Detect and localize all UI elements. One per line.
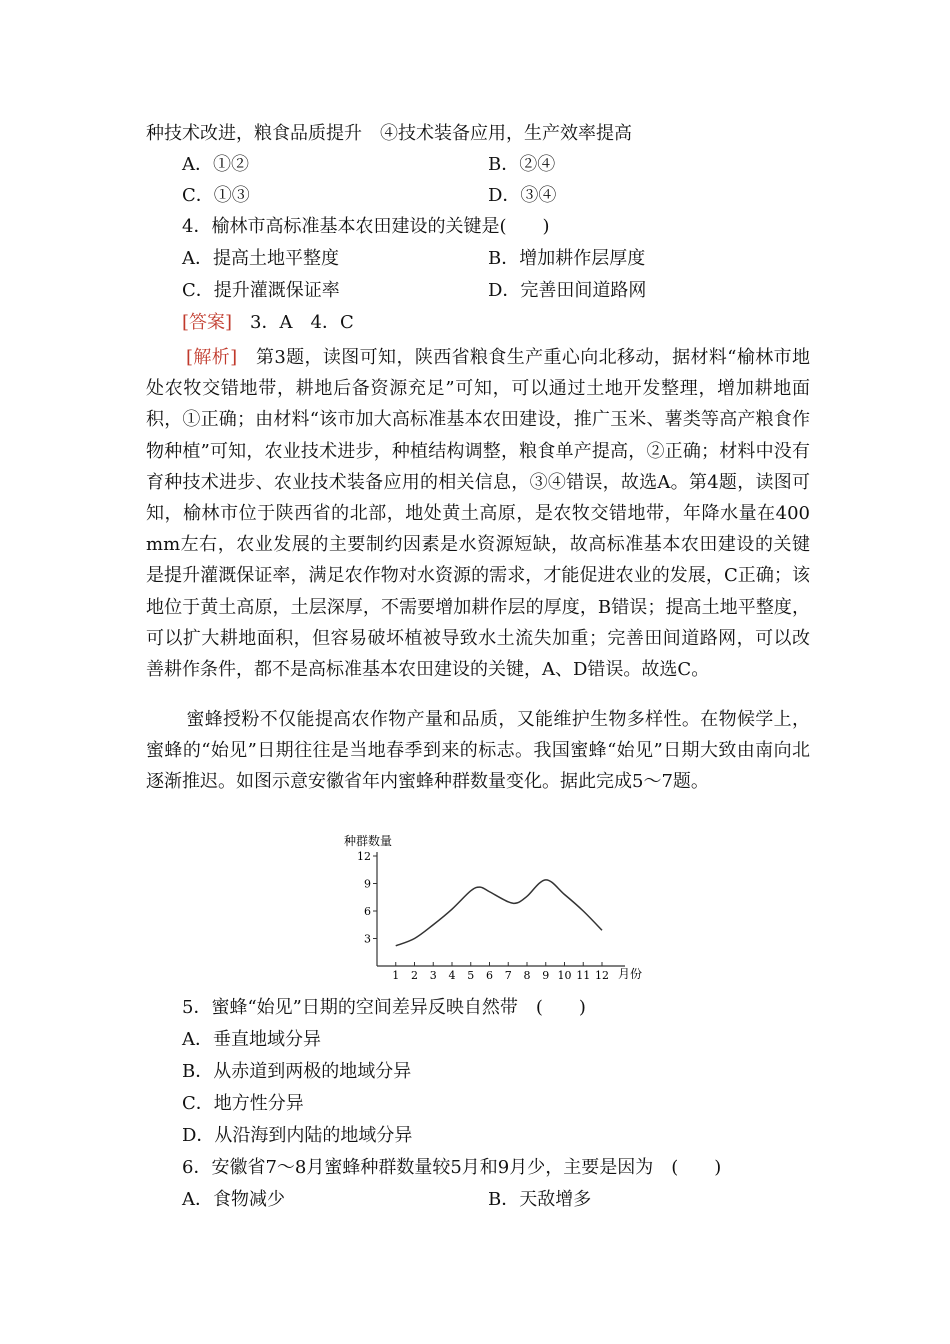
x-tick-label: 12 [595, 969, 609, 982]
y-tick-label: 9 [364, 877, 371, 891]
x-tick-label: 10 [557, 969, 572, 982]
analysis-text: 第3题，读图可知，陕西省粮食生产重心向北移动，据材料“榆林市地处农牧交错地带，耕地后备资源充足”可知，可以通过土地开发整理，增加耕地面积，①正确；由材料“该市加大高标准基本农田建设，推广玉米、薯类等高产粮食作物种植”可知，农业技术进步，种植结构调整，粮食单产提高，②正确；材料中没有育种技术进步、农业技术装备应用的相关信息，③④错误，故选A。第4题，读图可知，榆林市位于陕西省的北部，地处黄土高原，是农牧交错地带，年降水量在400 mm左右，农业发展的主要制约因素是水资源短缺，故高标准基本农田建设的关键是提升灌溉保证率，满足农作物对水资源的需求，才能促进农业的发展，C正确；该地位于黄土高原，土层深厚，不需要增加耕作层的厚度，B错误；提高土地平整度，可以扩大耕地面积，但容易破坏植被导致水土流失加重；完善田间道路网，可以改善耕作条件，都不是高标准基本农田建设的关键，A、D错误。故选C。 [146, 347, 810, 681]
q4-option-b: B．增加耕作层厚度 [488, 248, 646, 269]
q4-option-c: C．提升灌溉保证率 [182, 280, 340, 301]
q6-option-a: A．食物减少 [182, 1189, 285, 1210]
q4-option-a: A．提高土地平整度 [182, 248, 339, 269]
q5-option-d: D．从沿海到内陆的地域分异 [182, 1125, 413, 1146]
x-tick-label: 11 [576, 969, 591, 982]
q5-stem: 5．蜜蜂“始见”日期的空间差异反映自然带 ( ) [182, 997, 586, 1018]
x-tick-label: 2 [411, 969, 418, 982]
q6-stem: 6．安徽省7～8月蜜蜂种群数量较5月和9月少，主要是因为 ( ) [182, 1157, 722, 1178]
x-tick-label: 9 [542, 969, 550, 982]
series-line [396, 880, 602, 946]
q3-stem-tail: 种技术改进，粮食品质提升 ④技术装备应用，生产效率提高 [146, 123, 632, 144]
analysis-paragraph [146, 342, 810, 685]
answer-tag: [答案] [182, 312, 233, 333]
q3-option-d: D．③④ [488, 185, 557, 206]
x-tick-label: 8 [523, 969, 531, 982]
x-tick-label: 4 [448, 969, 456, 982]
intro-text: 蜜蜂授粉不仅能提高农作物产量和品质，又能维护生物多样性。在物候学上，蜜蜂的“始见”日期往往是当地春季到来的标志。我国蜜蜂“始见”日期大致由南向北逐渐推迟。如图示意安徽省年内蜜蜂种群数量变化。据此完成5～7题。 [146, 709, 810, 793]
chart-ylabel: 种群数量 [344, 834, 393, 848]
q4-option-d: D．完善田间道路网 [488, 280, 647, 301]
q6-option-b: B．天敌增多 [488, 1189, 592, 1210]
q5-option-c: C．地方性分异 [182, 1093, 304, 1114]
q3-option-c: C．①③ [182, 185, 250, 206]
x-tick-label: 5 [467, 969, 475, 982]
x-tick-label: 3 [429, 969, 437, 982]
bee-population-chart [330, 830, 660, 985]
q5-option-b: B．从赤道到两极的地域分异 [182, 1061, 412, 1082]
chart-xlabel: 月份 [618, 967, 643, 981]
q3-option-a: A．①② [182, 154, 249, 175]
x-tick-label: 7 [504, 969, 512, 982]
y-tick-label: 3 [364, 932, 371, 946]
q4-stem: 4．榆林市高标准基本农田建设的关键是( ) [182, 216, 550, 237]
q5-option-a: A．垂直地域分异 [182, 1029, 321, 1050]
intro-paragraph [146, 704, 810, 798]
answer-text: 3．A 4．C [232, 312, 354, 333]
y-tick-label: 12 [357, 850, 371, 863]
analysis-tag: [解析] [186, 347, 238, 368]
y-tick-label: 6 [364, 905, 371, 918]
x-tick-label: 1 [392, 969, 400, 982]
x-tick-label: 6 [486, 969, 493, 982]
q3-option-b: B．②④ [488, 154, 556, 175]
answer-line [182, 311, 354, 335]
